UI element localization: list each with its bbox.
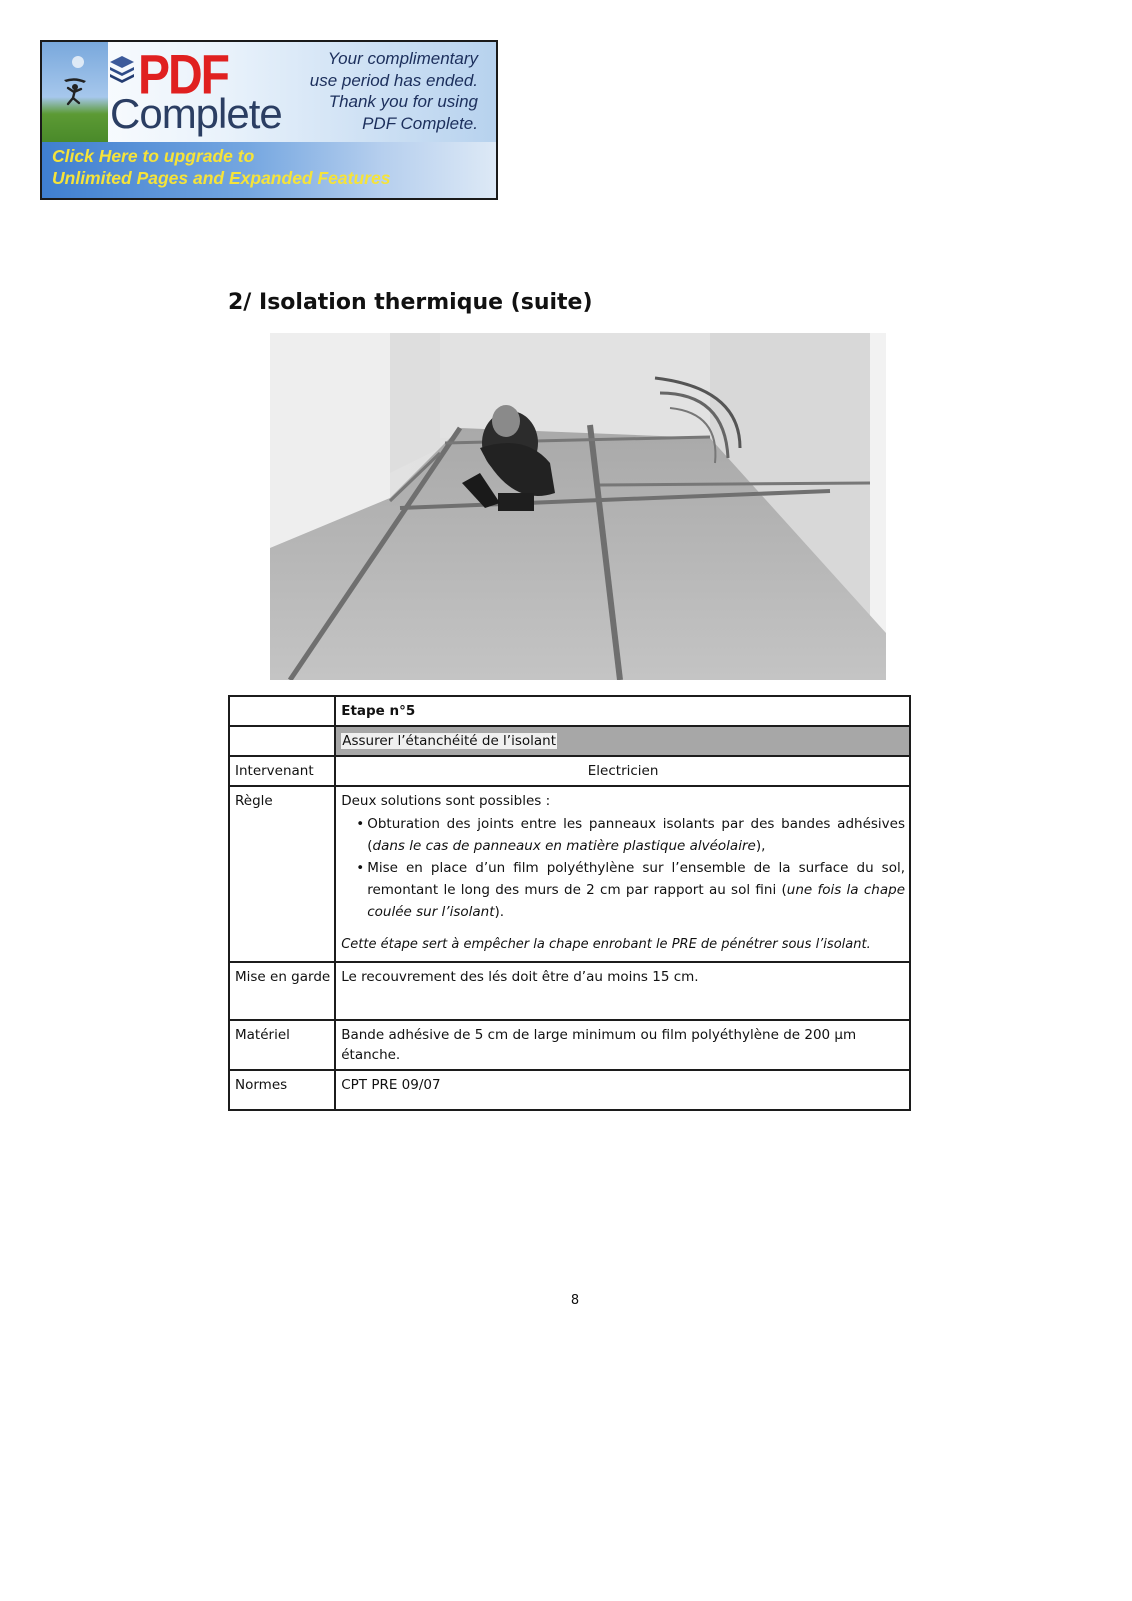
step-number: Etape n°5	[335, 696, 910, 726]
regle-bullet-1	[357, 813, 905, 857]
regle-bullet-2	[357, 857, 905, 923]
bullet-2-italic: une fois la chape coulée sur l’isolant	[367, 882, 905, 920]
section-title: 2/ Isolation thermique (suite)	[228, 290, 593, 315]
layers-icon	[108, 54, 136, 84]
bullet-2-text: Mise en place d’un film polyéthylène sur l’ensemble de la surface du sol, remontant le long des murs de 2 cm par rapport au sol fini (	[367, 860, 905, 898]
logo-complete-text: Complete	[110, 90, 282, 137]
step-table	[228, 695, 911, 1111]
normes-row	[229, 1070, 910, 1110]
objective-cell	[335, 726, 910, 756]
pdf-complete-logo	[106, 46, 296, 142]
normes-label: Normes	[229, 1070, 335, 1110]
bullet-1-end: ),	[755, 838, 766, 854]
logo-pdf-text: PDF	[138, 45, 228, 107]
regle-intro: Deux solutions sont possibles :	[341, 793, 551, 809]
objective-row	[229, 726, 910, 756]
step-label-empty	[229, 696, 335, 726]
bullet-icon: •	[356, 860, 365, 876]
banner-photo	[42, 42, 108, 142]
materiel-label: Matériel	[229, 1020, 335, 1070]
bullet-1-text: Obturation des joints entre les panneaux isolants par des bandes adhésives (	[367, 816, 905, 854]
intervenant-value: Electricien	[335, 756, 910, 786]
page-number: 8	[570, 1293, 580, 1308]
upgrade-line-1[interactable]: Click Here to upgrade to	[52, 146, 255, 166]
objective-label-empty	[229, 726, 335, 756]
objective-text: Assurer l’étanchéité de l’isolant	[342, 733, 556, 749]
regle-row	[229, 786, 910, 962]
regle-bullet-list	[341, 813, 905, 923]
upgrade-banner[interactable]	[40, 40, 498, 200]
materiel-value: Bande adhésive de 5 cm de large minimum ou film polyéthylène de 200 µm étanche.	[335, 1020, 910, 1070]
regle-content	[335, 786, 910, 962]
jumping-person-icon	[58, 76, 92, 110]
intervenant-row	[229, 756, 910, 786]
regle-note: Cette étape sert à empêcher la chape enrobant le PRE de pénétrer sous l’isolant.	[341, 937, 871, 952]
mise-en-garde-label: Mise en garde	[229, 962, 335, 1020]
bullet-2-end: ).	[494, 904, 505, 920]
materiel-row	[229, 1020, 910, 1070]
normes-value: CPT PRE 09/07	[335, 1070, 910, 1110]
promo-message: Your complimentary use period has ended. Thank you for using PDF Complete.	[309, 49, 478, 133]
step-row	[229, 696, 910, 726]
upgrade-line-2[interactable]: Unlimited Pages and Expanded Features	[52, 168, 391, 188]
floor-insulation-photo	[270, 333, 886, 680]
upgrade-link[interactable]	[42, 142, 496, 200]
mise-en-garde-value: Le recouvrement des lés doit être d’au moins 15 cm.	[335, 962, 910, 1020]
bullet-1-italic: dans le cas de panneaux en matière plastique alvéolaire	[372, 838, 756, 854]
bullet-icon: •	[356, 816, 365, 832]
intervenant-label: Intervenant	[229, 756, 335, 786]
mise-en-garde-row	[229, 962, 910, 1020]
regle-label: Règle	[229, 786, 335, 962]
